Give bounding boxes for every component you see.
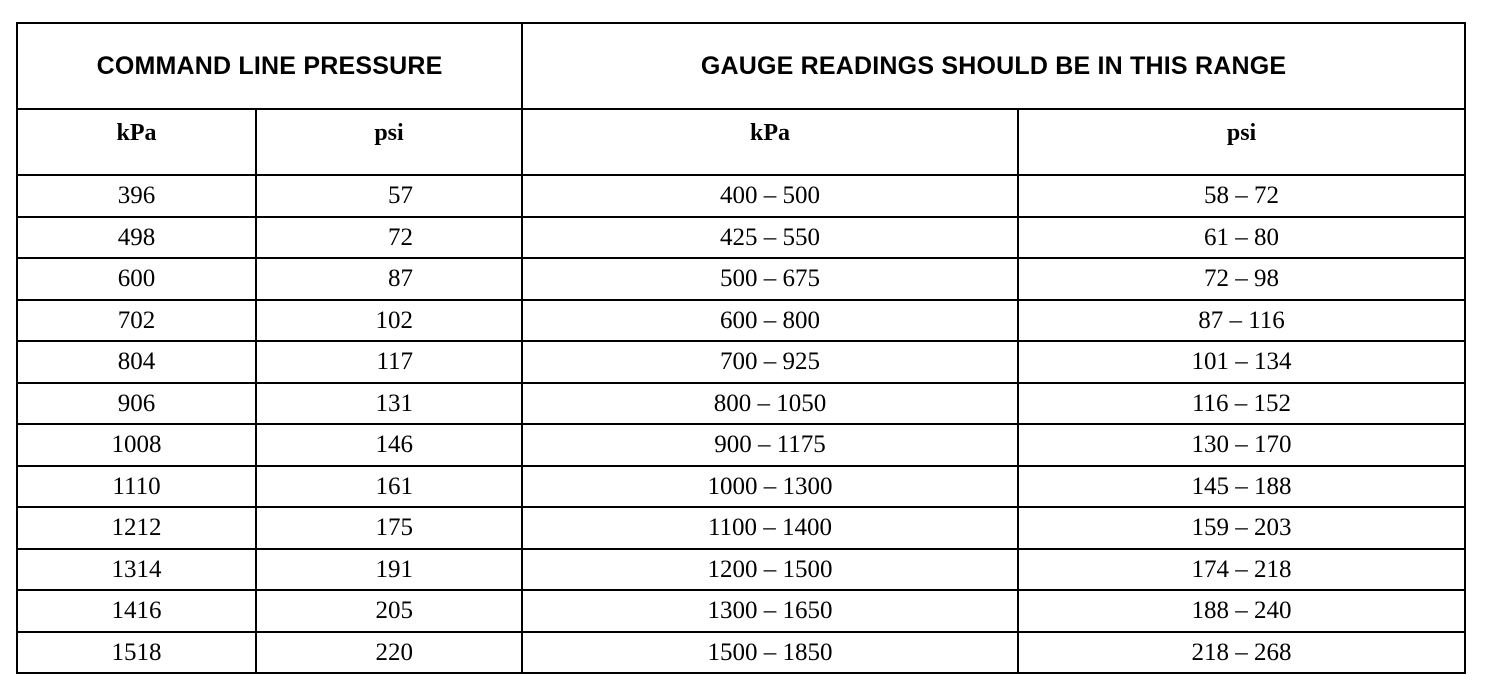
pressure-table-container [16,22,1464,674]
table-row [17,549,1465,591]
table-row [17,632,1465,674]
command-kpa-cell: 1416 [17,590,256,632]
table-row [17,300,1465,342]
gauge-kpa-range-cell: 1500 – 1850 [522,632,1018,674]
group-header-row [17,23,1465,109]
gauge-psi-range-cell: 87 – 116 [1018,300,1465,342]
command-psi-cell: 102 [256,300,522,342]
command-psi-cell: 161 [256,466,522,508]
gauge-psi-range-cell: 130 – 170 [1018,424,1465,466]
gauge-kpa-range-cell: 800 – 1050 [522,383,1018,425]
unit-header-row [17,109,1465,175]
table-row [17,175,1465,217]
command-psi-header: psi [256,109,522,175]
gauge-psi-range-cell: 188 – 240 [1018,590,1465,632]
gauge-kpa-header: kPa [522,109,1018,175]
gauge-kpa-range-cell: 425 – 550 [522,217,1018,259]
command-psi-cell: 220 [256,632,522,674]
gauge-kpa-range-cell: 600 – 800 [522,300,1018,342]
table-row [17,466,1465,508]
gauge-kpa-range-cell: 1300 – 1650 [522,590,1018,632]
command-psi-cell: 205 [256,590,522,632]
table-row [17,258,1465,300]
gauge-psi-header: psi [1018,109,1465,175]
table-row [17,424,1465,466]
command-psi-cell: 117 [256,341,522,383]
command-kpa-cell: 396 [17,175,256,217]
command-psi-cell: 57 [256,175,522,217]
command-line-pressure-header: COMMAND LINE PRESSURE [17,23,522,109]
pressure-table [16,22,1466,674]
command-kpa-cell: 1110 [17,466,256,508]
table-row [17,341,1465,383]
command-kpa-cell: 1518 [17,632,256,674]
command-kpa-cell: 1212 [17,507,256,549]
command-psi-cell: 175 [256,507,522,549]
table-row [17,507,1465,549]
gauge-psi-range-cell: 218 – 268 [1018,632,1465,674]
command-kpa-cell: 498 [17,217,256,259]
gauge-readings-header: GAUGE READINGS SHOULD BE IN THIS RANGE [522,23,1465,109]
command-psi-cell: 87 [256,258,522,300]
gauge-psi-range-cell: 61 – 80 [1018,217,1465,259]
command-kpa-cell: 702 [17,300,256,342]
command-psi-cell: 72 [256,217,522,259]
gauge-psi-range-cell: 116 – 152 [1018,383,1465,425]
gauge-kpa-range-cell: 1000 – 1300 [522,466,1018,508]
gauge-psi-range-cell: 159 – 203 [1018,507,1465,549]
table-row [17,217,1465,259]
gauge-psi-range-cell: 174 – 218 [1018,549,1465,591]
command-kpa-header: kPa [17,109,256,175]
gauge-psi-range-cell: 145 – 188 [1018,466,1465,508]
command-psi-cell: 191 [256,549,522,591]
gauge-kpa-range-cell: 500 – 675 [522,258,1018,300]
gauge-psi-range-cell: 58 – 72 [1018,175,1465,217]
command-kpa-cell: 1314 [17,549,256,591]
table-row [17,383,1465,425]
gauge-kpa-range-cell: 1200 – 1500 [522,549,1018,591]
command-psi-cell: 146 [256,424,522,466]
command-kpa-cell: 1008 [17,424,256,466]
gauge-kpa-range-cell: 900 – 1175 [522,424,1018,466]
gauge-kpa-range-cell: 700 – 925 [522,341,1018,383]
gauge-psi-range-cell: 72 – 98 [1018,258,1465,300]
command-kpa-cell: 600 [17,258,256,300]
gauge-psi-range-cell: 101 – 134 [1018,341,1465,383]
table-row [17,590,1465,632]
gauge-kpa-range-cell: 1100 – 1400 [522,507,1018,549]
command-kpa-cell: 804 [17,341,256,383]
gauge-kpa-range-cell: 400 – 500 [522,175,1018,217]
command-psi-cell: 131 [256,383,522,425]
command-kpa-cell: 906 [17,383,256,425]
